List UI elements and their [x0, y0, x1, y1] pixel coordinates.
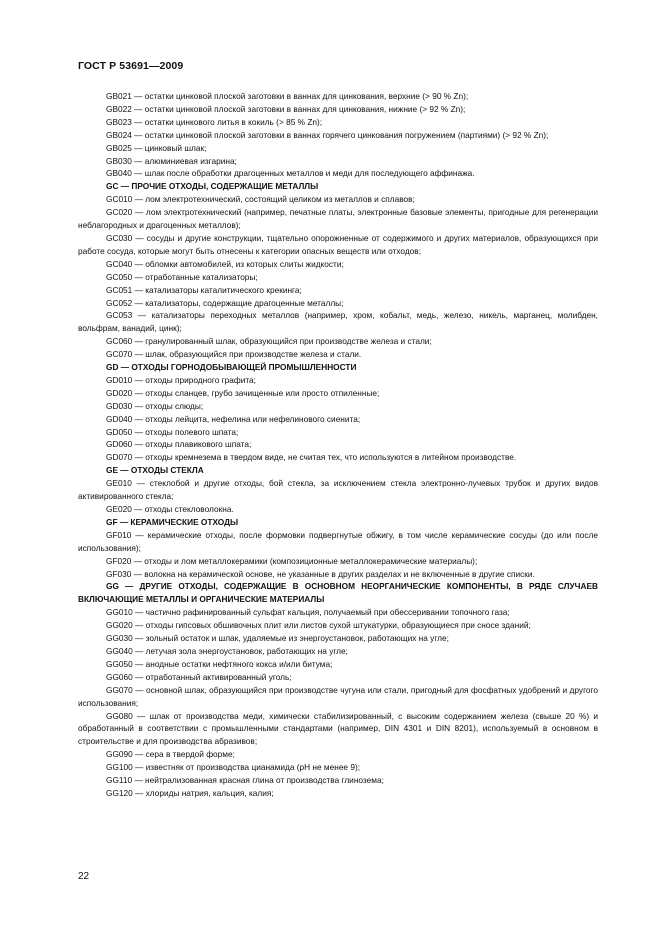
section-heading: GF — КЕРАМИЧЕСКИЕ ОТХОДЫ	[106, 516, 239, 527]
list-item: GD030 — отходы слюды;	[106, 400, 204, 411]
list-item: GG020 — отходы гипсовых обшивочных плит или листов сухой штукатурки, образующиеся при сносе зданий;	[106, 620, 531, 631]
list-item: GG060 — отработанный активированный уголь;	[106, 671, 292, 682]
list-item: GF010 — керамические отходы, после формовки подвергнутые обжигу, в том числе керамические сосуды (до или после использования);	[78, 529, 598, 553]
list-item: GB023 — остатки цинкового литья в кокиль (> 85 % Zn);	[106, 116, 323, 127]
list-item: GC040 — обломки автомобилей, из которых слиты жидкости;	[106, 258, 344, 269]
list-item: GE010 — стеклобой и другие отходы, бой стекла, за исключением стекла электронно-лучевых трубок и других видов активированного стекла;	[78, 478, 598, 502]
list-item: GB022 — остатки цинковой плоской заготовки в ваннах для цинкования, нижние (> 92 % Zn);	[106, 103, 466, 114]
list-item: GB040 — шлак после обработки драгоценных металлов и меди для последующего аффинажа.	[106, 168, 475, 179]
list-item: GG040 — летучая зола энергоустановок, работающих на угле;	[106, 645, 348, 656]
list-item: GG100 — известняк от производства цианамида (pH не менее 9);	[106, 762, 361, 773]
list-item: GF030 — волокна на керамической основе, не указанные в других разделах и не включенные в другие списки.	[106, 568, 535, 579]
list-item: GE020 — отходы стекловолокна.	[106, 504, 234, 514]
list-item: GG070 — основной шлак, образующийся при производстве чугуна или стали, пригодный для фосфатных удобрений и другого использования;	[78, 684, 598, 708]
list-item: GD060 — отходы плавикового шпата;	[106, 439, 252, 450]
list-item: GG080 — шлак от производства меди, химически стабилизированный, с высоким содержанием железа (свыше 20 %) и обработанный в соответствии с промышленными стандартами (например, DIN 4301 и DIN 8201), используемый в основном в строительстве и для производства абразивов;	[78, 710, 598, 747]
list-item: GD040 — отходы лейцита, нефелина или нефелинового сиенита;	[106, 413, 361, 424]
list-item: GB030 — алюминиевая изгарина;	[106, 155, 237, 166]
section-heading: GG — ДРУГИЕ ОТХОДЫ, СОДЕРЖАЩИЕ В ОСНОВНОМ НЕОРГАНИЧЕСКИЕ КОМПОНЕНТЫ, В РЯДЕ СЛУЧАЕВ ВКЛЮЧАЮЩИЕ МЕТАЛЛЫ И ОРГАНИЧЕСКИЕ МАТЕРИАЛЫ	[78, 581, 598, 605]
list-item: GG090 — сера в твердой форме;	[106, 749, 235, 760]
list-item: GG010 — частично рафинированный сульфат кальция, получаемый при обессеривании топочного газа;	[106, 607, 510, 618]
list-item: GC052 — катализаторы, содержащие драгоценные металлы;	[106, 297, 344, 308]
list-item: GD050 — отходы полевого шпата;	[106, 426, 239, 437]
list-item: GG050 — анодные остатки нефтяного кокса и/или битума;	[106, 658, 333, 669]
list-item: GC010 — лом электротехнический, состоящий целиком из металлов и сплавов;	[106, 194, 415, 205]
list-item: GG110 — нейтрализованная красная глина от производства глинозема;	[106, 775, 384, 786]
document-header: ГОСТ Р 53691—2009	[78, 60, 184, 72]
list-item: GF020 — отходы и лом металлокерамики (композиционные металлокерамические материалы);	[106, 555, 478, 566]
list-item: GC060 — гранулированный шлак, образующийся при производстве железа и стали;	[106, 336, 432, 347]
list-item: GB024 — остатки цинковой плоской заготовки в ваннах горячего цинкования погружением (партиями) (> 92 % Zn);	[106, 129, 549, 140]
document-body	[78, 90, 598, 800]
list-item: GC053 — катализаторы переходных металлов (например, хром, кобальт, медь, железо, никель, марганец, молибден, вольфрам, ванадий, цинк);	[78, 310, 598, 334]
page-number: 22	[78, 871, 90, 882]
list-item: GB021 — остатки цинковой плоской заготовки в ваннах для цинкования, верхние (> 90 % Zn);	[106, 91, 469, 101]
list-item: GC050 — отработанные катализаторы;	[106, 271, 258, 282]
list-item: GG120 — хлориды натрия, кальция, калия;	[106, 787, 274, 798]
list-item: GC030 — сосуды и другие конструкции, тщательно опорожненные от содержимого и других материалов, образующихся при работе сосуда, которые могут быть отнесены к категории опасных веществ или отходов;	[78, 232, 598, 256]
list-item: GC020 — лом электротехнический (например, печатные платы, электронные базовые элементы, пригодные для регенерации неблагородных и драгоценных металлов);	[78, 207, 598, 231]
list-item: GB025 — цинковый шлак;	[106, 142, 207, 153]
list-item: GC051 — катализаторы каталитического крекинга;	[106, 284, 302, 295]
list-item: GD010 — отходы природного графита;	[106, 374, 256, 385]
list-item: GC070 — шлак, образующийся при производстве железа и стали.	[106, 349, 362, 360]
section-heading: GD — ОТХОДЫ ГОРНОДОБЫВАЮЩЕЙ ПРОМЫШЛЕННОСТИ	[106, 362, 357, 373]
section-heading: GE — ОТХОДЫ СТЕКЛА	[106, 465, 204, 476]
list-item: GD020 — отходы сланцев, грубо зачищенные или просто отпиленные;	[106, 387, 380, 398]
list-item: GD070 — отходы кремнезема в твердом виде, не считая тех, что используются в литейном производстве.	[106, 452, 517, 463]
section-heading: GC — ПРОЧИЕ ОТХОДЫ, СОДЕРЖАЩИЕ МЕТАЛЛЫ	[106, 181, 319, 192]
list-item: GG030 — зольный остаток и шлак, удаляемые из энергоустановок, работающих на угле;	[106, 633, 449, 644]
